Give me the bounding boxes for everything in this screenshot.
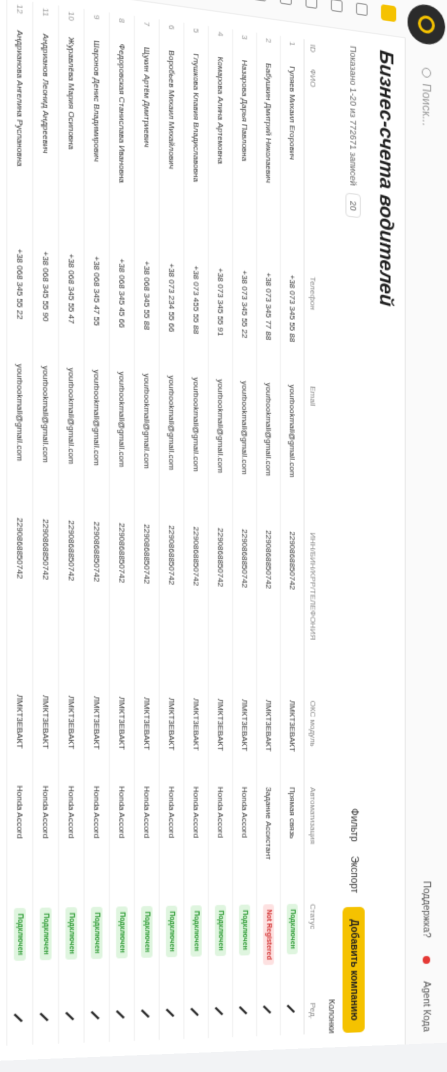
table-cell-email: yourbookmail@gmail.com [109,367,134,520]
status-badge: Подключен [141,906,152,957]
table-cell-inn: 2290868850742 [280,527,304,697]
table-row[interactable] [280,36,304,1035]
table-cell-phone: +38 073 345 55 91 [208,263,232,376]
status-badge: Подключен [239,905,250,956]
status-badge: Подключен [191,905,202,956]
table-cell-inn: 2290868850742 [134,519,159,693]
table-cell-module: ЛМКТ3ЕВАКТ [33,691,59,782]
table-cell-auto: Задание Ассистант [257,783,281,901]
app-logo[interactable] [408,2,446,47]
table-cell-auto: Honda Accord [159,782,184,902]
table-cell-module: ЛМКТ3ЕВАКТ [280,696,304,783]
table-cell-id: 11 [33,2,59,31]
table-cell-status [84,903,109,1006]
table-cell-auto: Honda Accord [134,782,159,902]
table-cell-id: 7 [134,16,159,45]
table-cell-email: yourbookmail@gmail.com [84,365,109,518]
table-row[interactable] [33,2,59,1045]
table-cell-id: 8 [109,12,134,41]
table-cell-auto: Honda Accord [33,781,59,903]
table-cell-module: ЛМКТ3ЕВАКТ [184,694,208,783]
top-bar [405,0,447,1044]
table-cell-module: ЛМКТ3ЕВАКТ [159,693,184,782]
table-cell-phone: +38 068 345 45 66 [109,253,134,368]
table-cell-phone: +38 073 345 55 22 [233,265,257,378]
table-cell-status [0,904,7,1009]
table-cell-email: yourbookmail@gmail.com [159,370,184,521]
column-header[interactable]: Статус [304,900,321,999]
edit-icon[interactable] [166,1008,175,1017]
sidebar-item-icon[interactable] [280,0,292,5]
table-cell-edit [0,1008,7,1046]
status-badge: Подключен [65,907,77,959]
table-cell-auto: Honda Accord [59,782,85,904]
table-cell-auto: Прямая связь [280,783,304,900]
column-header[interactable]: Автоматизация [304,783,321,900]
table-cell-edit [33,1007,59,1045]
table-cell-edit [109,1004,134,1041]
table-cell-inn: 2290868850742 [7,513,33,691]
table-cell-email: yourbookmail@gmail.com [233,376,257,526]
table-cell-status [134,902,159,1004]
table-cell-module: ЛМКТ3ЕВАКТ [233,695,257,783]
toolbar-actions [343,808,365,1033]
table-cell-status [7,904,33,1009]
table-cell-name: Журавлёва Мария Осиповна [59,31,85,250]
table-row[interactable] [84,9,109,1043]
table-cell-inn: 2290868850742 [84,517,109,693]
table-row[interactable] [109,12,134,1041]
table-cell-email: yourbookmail@gmail.com [184,372,208,523]
support-link[interactable]: Поддержка? [421,880,432,938]
table-cell-inn: 2290868850742 [109,518,134,693]
table-row[interactable] [134,16,159,1041]
table-cell-module: ЛМКТ3ЕВАКТ [7,690,33,781]
table-cell-inn: 2290868850742 [184,522,208,695]
table-cell-module: ЛМКТ3ЕВАКТ [84,692,109,782]
table-cell-email: yourbookmail@gmail.com [208,374,232,524]
status-badge: Подключен [287,904,298,954]
table-cell-inn [0,511,7,690]
table-cell-id: 2 [257,33,281,61]
edit-icon[interactable] [263,1005,271,1013]
table-cell-phone: +38 073 234 55 66 [159,258,184,372]
table-row[interactable] [0,0,7,1047]
table-cell-inn: 2290868850742 [208,523,232,695]
table-cell-phone: +38 068 345 55 47 [59,248,85,364]
status-badge: Not Registered [263,904,274,965]
page-title: Бизнес-счета водителей [375,48,397,308]
table-cell-status [208,901,232,1002]
table-row[interactable] [208,26,232,1038]
edit-icon[interactable] [14,1013,23,1022]
table-row[interactable] [184,23,208,1039]
table-cell-name: Гуляев Михаил Егорович [280,61,304,272]
table-cell-inn: 2290868850742 [59,515,85,691]
table-cell-phone: +38 068 345 55 90 [33,246,59,363]
column-header[interactable]: ID [304,39,321,66]
table-cell-auto: Honda Accord [208,782,232,901]
table-cell-phone: +38 068 345 55 88 [134,256,159,371]
column-header[interactable]: ФИО [304,64,321,274]
table-cell-module: ЛМКТ3ЕВАКТ [208,694,232,782]
status-badge: Подключен [215,905,226,956]
table-cell-name: Бабушкин Дмитрий Николаевич [257,58,281,270]
table-cell-id: 6 [159,19,184,48]
sidebar-item-icon[interactable] [306,0,318,9]
table-cell-id: 12 [7,0,33,28]
notification-icon[interactable] [423,955,431,963]
table-cell-module: ЛМКТ3ЕВАКТ [257,695,281,782]
table-cell-id [0,0,7,24]
table-cell-id: 5 [184,23,208,51]
table-cell-status [280,900,304,1000]
column-header[interactable]: ИНН/БИН/KPP/ТЕЛЕФОНИЯ [304,528,321,697]
table-cell-edit [233,1001,257,1038]
table-cell-auto: Honda Accord [233,783,257,901]
search-placeholder: Поиск... [419,82,433,127]
column-header: Ред. [304,998,321,1034]
table-cell-inn: 2290868850742 [257,526,281,696]
table-row[interactable] [257,33,281,1037]
table-cell-id: 1 [280,36,304,64]
table-cell-module [0,690,7,782]
table-cell-name: Глушкова Клавия Владиславовна [184,48,208,263]
edit-icon[interactable] [116,1010,125,1019]
table-row[interactable] [59,6,85,1044]
table-cell-auto: Honda Accord [184,782,208,901]
table-cell-phone [0,241,7,359]
table-cell-edit [159,1003,184,1040]
table-cell-edit [84,1005,109,1043]
table-cell-edit [208,1001,232,1038]
table-cell-phone: +38 073 345 77 88 [257,267,281,379]
column-header[interactable]: Телефон [304,272,321,383]
sidebar-item-active-icon[interactable] [381,4,396,22]
table-cell-inn: 2290868850742 [233,524,257,695]
table-cell-email: yourbookmail@gmail.com [33,361,59,516]
table-cell-edit [280,999,304,1035]
table-cell-status [59,903,85,1007]
top-right-group [421,881,431,1032]
edit-icon[interactable] [141,1009,150,1018]
filter-button[interactable]: Фильтр [348,808,359,842]
table-cell-id: 10 [59,6,85,35]
status-badge: Подключен [14,908,26,961]
table-cell-id: 4 [208,26,232,54]
table-cell-phone: +38 073 455 55 88 [184,260,208,374]
table-cell-name: Федоровская Станислава Ивановна [109,38,134,256]
table-cell-phone: +38 068 345 47 55 [84,251,109,367]
agent-code-link[interactable]: Agent Кода [421,980,432,1032]
table-cell-name: Шаронов Денис Владимирович [84,35,109,253]
sidebar-item-icon[interactable] [356,2,368,16]
table-cell-name: Воробьев Михаил Михайлович [159,45,184,261]
table-cell-auto: Honda Accord [84,782,109,903]
records-count: Показано 1-20 из 772671 записей [348,45,359,187]
table-cell-name: Андрианова Ангелина Руслановна [7,24,33,245]
table-row[interactable] [7,0,33,1046]
table-cell-module: ЛМКТ3ЕВАКТ [134,693,159,782]
sidebar-item-icon[interactable] [254,0,266,2]
edit-icon[interactable] [91,1011,100,1020]
table-cell-auto [0,781,7,904]
column-header[interactable]: ОКС модуль [304,696,321,783]
columns-button[interactable]: Колонки [327,998,337,1034]
status-badge: Подключен [116,907,127,959]
table-cell-name: Комарова Алина Артемовна [208,51,232,265]
table-cell-email: yourbookmail@gmail.com [257,378,281,527]
add-company-button[interactable]: Добавить компанию [343,907,365,1033]
table-cell-inn: 2290868850742 [159,521,184,694]
table-cell-edit [59,1006,85,1044]
table-cell-auto: Honda Accord [109,782,134,903]
table-cell-name: Андрианов Леонид Андреевич [33,28,59,248]
column-header[interactable]: Email [304,382,321,529]
table-cell-email: yourbookmail@gmail.com [134,368,159,520]
search-box[interactable] [420,67,433,127]
export-button[interactable]: Экспорт [348,855,359,894]
status-badge: Подключен [91,907,103,959]
edit-icon[interactable] [287,1004,295,1012]
table-cell-status [184,901,208,1003]
table-cell-name [0,21,7,243]
table-cell-edit [184,1002,208,1039]
status-badge: Подключен [166,906,177,957]
table-cell-status [257,900,281,1000]
status-badge: Подключен [40,908,52,960]
table-cell-phone: +38 068 345 55 22 [7,243,33,360]
edit-icon[interactable] [239,1006,248,1014]
table-cell-module: ЛМКТ3ЕВАКТ [109,692,134,782]
page-size-select[interactable]: 20 [346,193,361,219]
table-cell-module: ЛМКТ3ЕВАКТ [59,691,85,781]
table-cell-status [109,902,134,1005]
table-toolbar [343,44,365,1032]
edit-icon[interactable] [65,1012,74,1021]
edit-icon[interactable] [40,1012,49,1021]
search-icon [422,67,431,78]
edit-icon[interactable] [215,1007,224,1015]
table-cell-email: yourbookmail@gmail.com [59,363,85,517]
table-cell-name: Щукин Артём Дмитриевич [134,41,159,258]
table-cell-email: yourbookmail@gmail.com [280,380,304,528]
table-row[interactable] [159,19,184,1040]
table-cell-status [159,902,184,1004]
table-header-row [304,39,321,1034]
table-cell-inn: 2290868850742 [33,514,59,691]
table-cell-edit [7,1008,33,1046]
table-cell-id: 3 [233,29,257,57]
table-cell-email: yourbookmail@gmail.com [7,359,33,514]
table-cell-auto: Honda Accord [7,781,33,904]
table-cell-name: Назарова Дарья Павловна [233,54,257,267]
logo-ring-icon [418,14,435,34]
table-cell-edit [134,1004,159,1041]
table-cell-edit [257,1000,281,1036]
table-cell-status [233,901,257,1002]
table-cell-email [0,357,7,513]
table-row[interactable] [233,29,257,1037]
sidebar-item-icon[interactable] [331,0,343,13]
table-cell-status [33,903,59,1007]
edit-icon[interactable] [190,1007,199,1016]
table-cell-phone: +38 073 345 55 88 [280,270,304,382]
table-cell-id: 9 [84,9,109,38]
